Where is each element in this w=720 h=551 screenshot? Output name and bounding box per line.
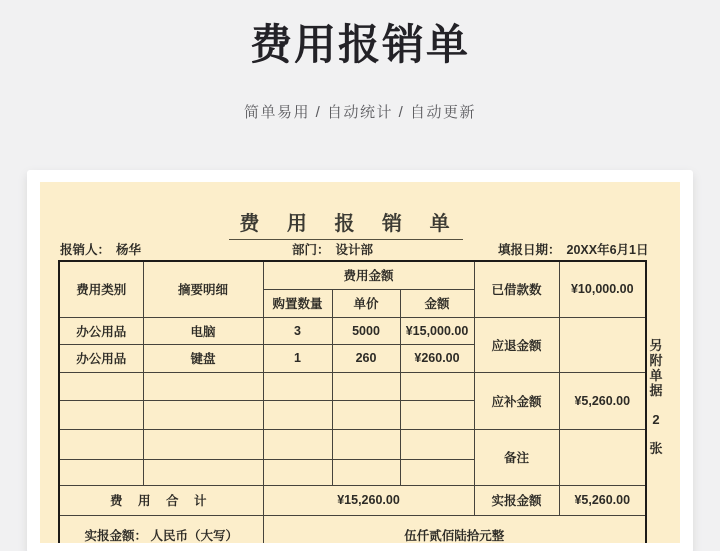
- empty-cell: [263, 459, 332, 485]
- remark-value-cell: [559, 429, 646, 485]
- department-value: 设计部: [335, 243, 374, 257]
- expense-table: [58, 260, 647, 543]
- empty-cell: [263, 372, 332, 400]
- row-summary-cell: 键盘: [143, 344, 263, 372]
- row-qty-cell: 1: [263, 344, 332, 372]
- refund-value-cell: [559, 317, 646, 372]
- empty-cell: [400, 459, 474, 485]
- empty-cell: [143, 372, 263, 400]
- row-category-cell: 办公用品: [59, 344, 143, 372]
- department-field: [292, 240, 373, 258]
- row-price-cell: 260: [332, 344, 400, 372]
- empty-cell: [400, 372, 474, 400]
- header-category-cell: 费用类别: [59, 261, 143, 317]
- hero-header: [0, 22, 720, 122]
- page-subtitle: 简单易用 / 自动统计 / 自动更新: [243, 104, 476, 121]
- words-label-cell: 实报金额： 人民币（大写）: [59, 515, 263, 543]
- form-sheet: [40, 182, 680, 543]
- table-row: [59, 317, 646, 344]
- header-amount-group-cell: 费用金额: [263, 261, 474, 289]
- amount-in-words-row: [59, 515, 646, 543]
- attached-receipts-note: [642, 338, 670, 456]
- applicant-value: 杨华: [116, 243, 142, 257]
- refund-label-cell: 应退金额: [474, 317, 559, 372]
- header-unit-price-cell: 单价: [332, 289, 400, 317]
- row-qty-cell: 3: [263, 317, 332, 344]
- borrowed-label-cell: 已借款数: [474, 261, 559, 317]
- empty-cell: [59, 459, 143, 485]
- total-label-cell: 费 用 合 计: [59, 485, 263, 515]
- department-label: 部门：: [292, 243, 330, 257]
- row-summary-cell: 电脑: [143, 317, 263, 344]
- empty-cell: [263, 429, 332, 459]
- form-card: [27, 170, 693, 551]
- page-title: 费用报销单: [249, 21, 470, 68]
- empty-cell: [143, 400, 263, 429]
- empty-cell: [332, 400, 400, 429]
- supplement-value-cell: ¥5,260.00: [559, 372, 646, 429]
- date-label: 填报日期：: [498, 243, 561, 257]
- empty-cell: [332, 459, 400, 485]
- row-category-cell: 办公用品: [59, 317, 143, 344]
- applicant-label: 报销人：: [60, 243, 111, 257]
- remark-label-cell: 备注: [474, 429, 559, 485]
- empty-cell: [59, 372, 143, 400]
- empty-cell: [332, 372, 400, 400]
- date-field: [498, 240, 649, 258]
- empty-cell: [59, 400, 143, 429]
- empty-cell: [59, 429, 143, 459]
- empty-cell: [143, 429, 263, 459]
- borrowed-value-cell: ¥10,000.00: [559, 261, 646, 317]
- side-note-char: 另: [649, 338, 663, 353]
- row-amount-cell: ¥260.00: [400, 344, 474, 372]
- actual-value-cell: ¥5,260.00: [559, 485, 646, 515]
- actual-label-cell: 实报金额: [474, 485, 559, 515]
- header-amount-cell: 金额: [400, 289, 474, 317]
- side-note-char: 附: [649, 353, 663, 368]
- supplement-label-cell: 应补金额: [474, 372, 559, 429]
- words-value-cell: 伍仟贰佰陆拾元整: [263, 515, 646, 543]
- form-title-wrap: [40, 207, 652, 240]
- applicant-field: [60, 240, 141, 258]
- table-row: [59, 372, 646, 400]
- side-note-char: 2: [652, 412, 660, 427]
- form-info-row: [40, 240, 680, 256]
- total-row: [59, 485, 646, 515]
- header-quantity-cell: 购置数量: [263, 289, 332, 317]
- side-note-char: 张: [649, 441, 663, 456]
- header-summary-cell: 摘要明细: [143, 261, 263, 317]
- row-amount-cell: ¥15,000.00: [400, 317, 474, 344]
- row-price-cell: 5000: [332, 317, 400, 344]
- table-row: [59, 429, 646, 459]
- date-value: 20XX年6月1日: [566, 243, 649, 257]
- side-note-char: 据: [649, 383, 663, 398]
- total-value-cell: ¥15,260.00: [263, 485, 474, 515]
- empty-cell: [400, 400, 474, 429]
- table-header-row-1: [59, 261, 646, 289]
- form-title: 费 用 报 销 单: [229, 207, 462, 240]
- empty-cell: [143, 459, 263, 485]
- empty-cell: [332, 429, 400, 459]
- empty-cell: [263, 400, 332, 429]
- empty-cell: [400, 429, 474, 459]
- side-note-char: 单: [649, 368, 663, 383]
